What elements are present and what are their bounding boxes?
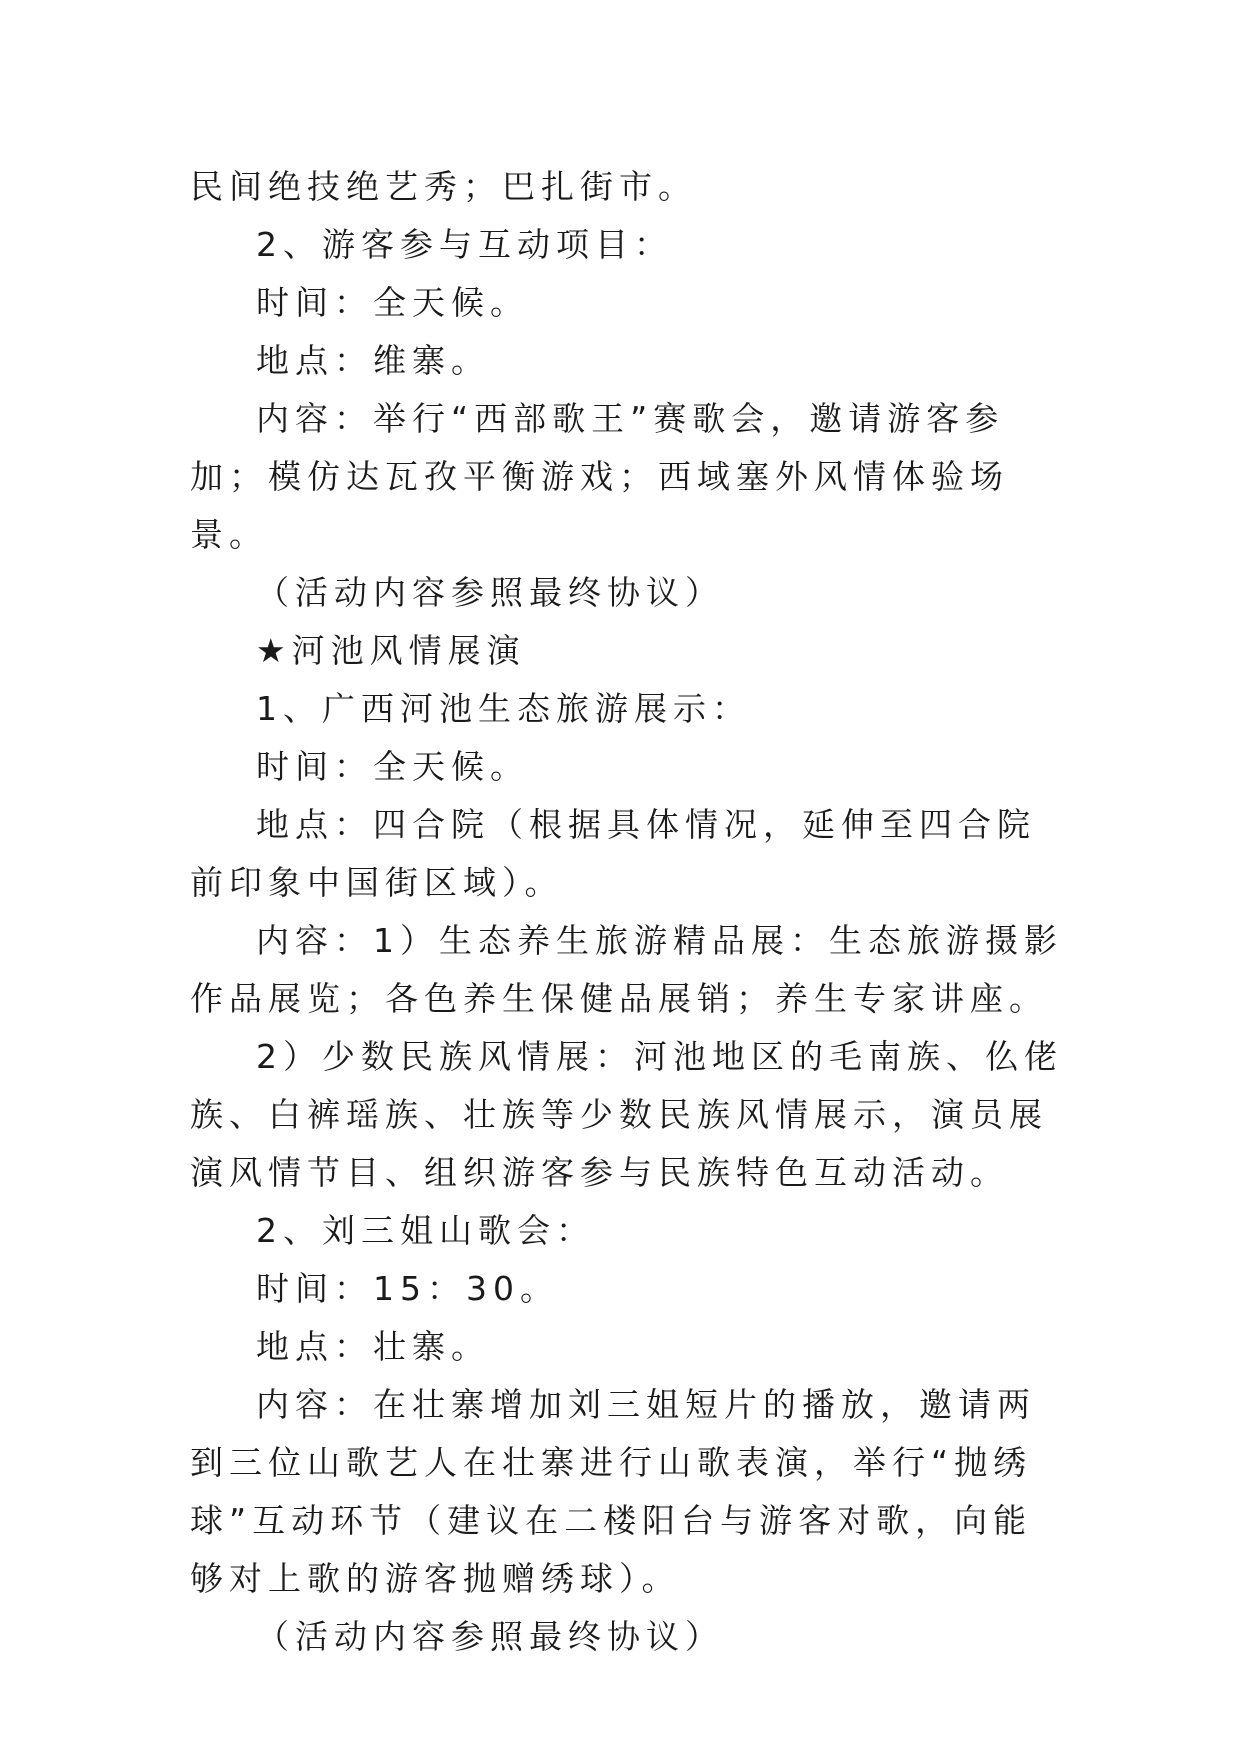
paragraph-item-heading: 1、广西河池生态旅游展示： [256, 689, 751, 728]
paragraph-item-heading: 2、游客参与互动项目： [256, 225, 673, 264]
paragraph-content: 内容：在壮寨增加刘三姐短片的播放，邀请两到三位山歌艺人在壮寨进行山歌表演，举行“抛绣球”互动环节（建议在二楼阳台与游客对歌，向能够对上歌的游客抛赠绣球）。 [190, 1385, 1036, 1598]
paragraph-content: 内容：1）生态养生旅游精品展：生态旅游摄影作品展览；各色养生保健品展销；养生专家讲座。 [190, 921, 1063, 1018]
paragraph-note: （活动内容参照最终协议） [256, 1617, 724, 1656]
paragraph-content: 2）少数民族风情展：河池地区的毛南族、仫佬族、白裤瑶族、壮族等少数民族风情展示，演员展演风情节目、组织游客参与民族特色互动活动。 [190, 1037, 1063, 1192]
paragraph-content: 内容：举行“西部歌王”赛歌会，邀请游客参加；模仿达瓦孜平衡游戏；西域塞外风情体验场景。 [190, 399, 1009, 554]
document-body [190, 158, 1070, 1666]
paragraph-item-heading: 2、刘三姐山歌会： [256, 1211, 595, 1250]
paragraph-continuation: 民间绝技绝艺秀；巴扎街市。 [190, 167, 697, 206]
section-heading: ★河池风情展演 [256, 631, 526, 670]
paragraph-location: 地点：四合院（根据具体情况，延伸至四合院前印象中国街区域）。 [190, 805, 1036, 902]
paragraph-time: 时间：15：30。 [256, 1269, 559, 1308]
paragraph-location: 地点：维寨。 [256, 341, 490, 380]
paragraph-time: 时间：全天候。 [256, 283, 529, 322]
paragraph-location: 地点：壮寨。 [256, 1327, 490, 1366]
paragraph-time: 时间：全天候。 [256, 747, 529, 786]
paragraph-note: （活动内容参照最终协议） [256, 573, 724, 612]
